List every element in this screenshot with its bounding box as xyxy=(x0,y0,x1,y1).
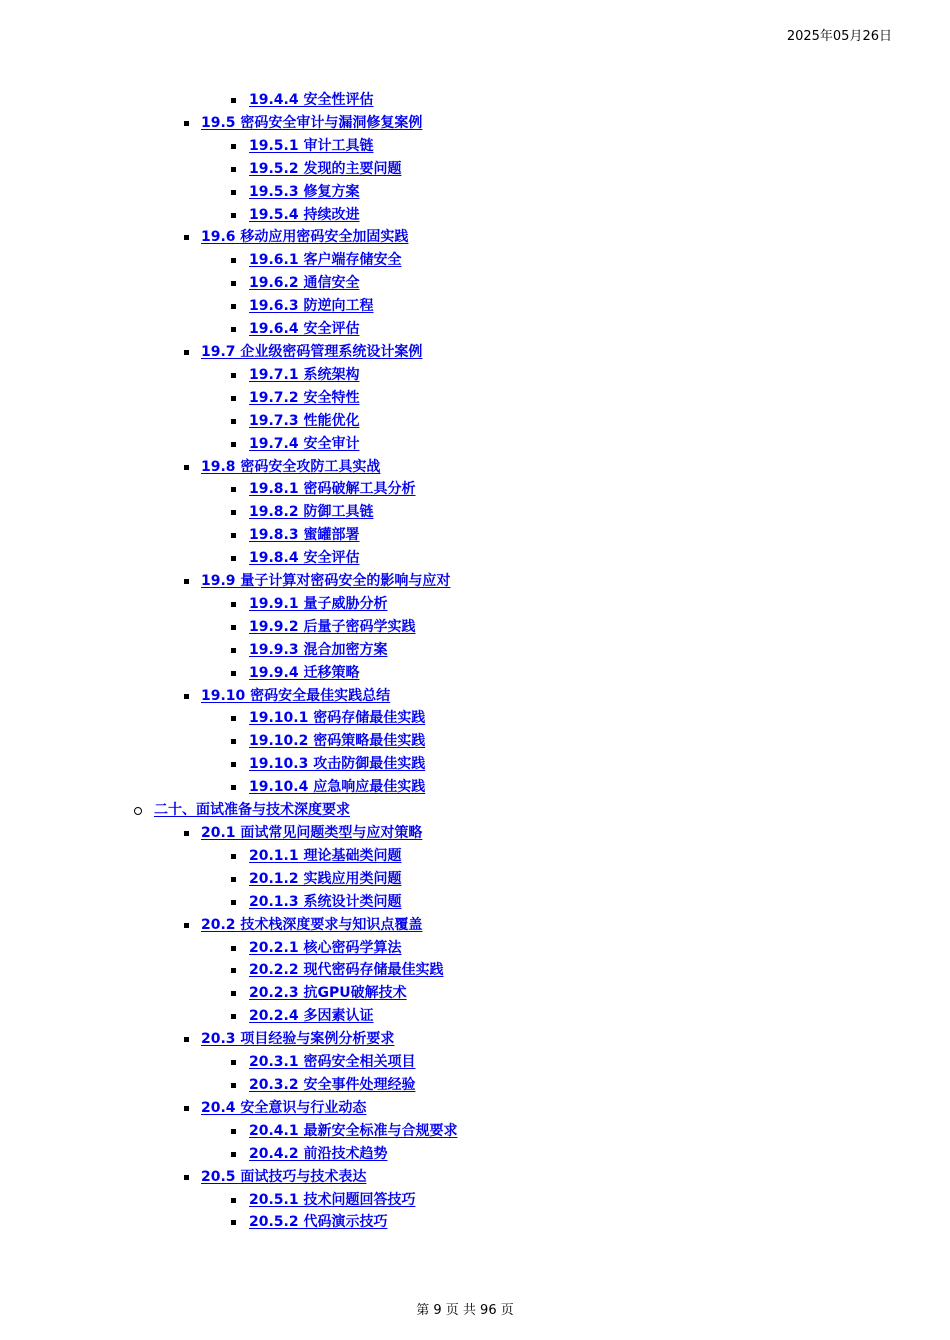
square-bullet-icon xyxy=(231,877,236,882)
toc-item xyxy=(0,914,950,937)
square-bullet-icon xyxy=(184,831,189,836)
square-bullet-icon xyxy=(231,602,236,607)
square-bullet-icon xyxy=(231,442,236,447)
toc-item xyxy=(0,272,950,295)
square-bullet-icon xyxy=(184,1037,189,1042)
square-bullet-icon xyxy=(231,144,236,149)
square-bullet-icon xyxy=(231,510,236,515)
toc-item xyxy=(0,89,950,112)
square-bullet-icon xyxy=(184,1106,189,1111)
toc-link[interactable]: 19.5.3 修复方案 xyxy=(249,183,360,200)
toc-item xyxy=(0,593,950,616)
toc-item xyxy=(0,799,950,822)
square-bullet-icon xyxy=(231,167,236,172)
toc-item xyxy=(0,524,950,547)
toc-item xyxy=(0,158,950,181)
square-bullet-icon xyxy=(231,213,236,218)
square-bullet-icon xyxy=(231,968,236,973)
toc-link[interactable]: 20.5 面试技巧与技术表达 xyxy=(201,1168,367,1185)
square-bullet-icon xyxy=(231,1152,236,1157)
toc-link[interactable]: 19.7.1 系统架构 xyxy=(249,366,360,383)
toc-link[interactable]: 20.2.3 抗GPU破解技术 xyxy=(249,985,407,1002)
toc-item xyxy=(0,937,950,960)
toc-link[interactable]: 19.6.3 防逆向工程 xyxy=(249,298,374,315)
square-bullet-icon xyxy=(231,373,236,378)
toc-link[interactable]: 20.5.1 技术问题回答技巧 xyxy=(249,1191,416,1208)
square-bullet-icon xyxy=(231,625,236,630)
square-bullet-icon xyxy=(231,1083,236,1088)
square-bullet-icon xyxy=(184,694,189,699)
toc-link[interactable]: 19.9.3 混合加密方案 xyxy=(249,641,388,658)
square-bullet-icon xyxy=(184,579,189,584)
toc-link[interactable]: 20.2.2 现代密码存储最佳实践 xyxy=(249,962,444,979)
square-bullet-icon xyxy=(231,556,236,561)
toc-link[interactable]: 19.8 密码安全攻防工具实战 xyxy=(201,458,381,475)
toc-link[interactable]: 19.6.4 安全评估 xyxy=(249,321,360,338)
toc-item xyxy=(0,295,950,318)
square-bullet-icon xyxy=(231,190,236,195)
square-bullet-icon xyxy=(231,762,236,767)
toc-item xyxy=(0,1143,950,1166)
toc-item xyxy=(0,547,950,570)
toc-item xyxy=(0,639,950,662)
toc-link[interactable]: 19.10 密码安全最佳实践总结 xyxy=(201,687,391,704)
toc-item xyxy=(0,1097,950,1120)
square-bullet-icon xyxy=(231,258,236,263)
toc-item xyxy=(0,112,950,135)
toc-item xyxy=(0,1051,950,1074)
circle-bullet-icon xyxy=(134,807,142,815)
toc-item xyxy=(0,1028,950,1051)
toc-item xyxy=(0,433,950,456)
square-bullet-icon xyxy=(231,991,236,996)
square-bullet-icon xyxy=(231,1014,236,1019)
square-bullet-icon xyxy=(231,1129,236,1134)
toc-link[interactable]: 20.1.3 系统设计类问题 xyxy=(249,893,402,910)
toc-item xyxy=(0,959,950,982)
page-number: 第 9 页 共 96 页 xyxy=(416,1303,514,1318)
toc-link[interactable]: 20.1.2 实践应用类问题 xyxy=(249,870,402,887)
toc-item xyxy=(0,456,950,479)
toc-item xyxy=(0,181,950,204)
square-bullet-icon xyxy=(231,487,236,492)
toc-link[interactable]: 19.10.2 密码策略最佳实践 xyxy=(249,733,426,750)
square-bullet-icon xyxy=(231,1198,236,1203)
toc-item xyxy=(0,1211,950,1234)
toc-item xyxy=(0,1005,950,1028)
toc-link[interactable]: 20.1 面试常见问题类型与应对策略 xyxy=(201,825,423,841)
toc-item xyxy=(0,707,950,730)
toc-link[interactable]: 19.5 密码安全审计与漏洞修复案例 xyxy=(201,114,423,131)
square-bullet-icon xyxy=(231,419,236,424)
square-bullet-icon xyxy=(231,648,236,653)
toc-item xyxy=(0,410,950,433)
square-bullet-icon xyxy=(231,1060,236,1065)
toc-item xyxy=(0,341,950,364)
square-bullet-icon xyxy=(231,327,236,332)
square-bullet-icon xyxy=(231,785,236,790)
toc-item xyxy=(0,1074,950,1097)
toc-item xyxy=(0,845,950,868)
toc-link[interactable]: 20.5.2 代码演示技巧 xyxy=(249,1214,388,1231)
toc-link[interactable]: 20.4.1 最新安全标准与合规要求 xyxy=(249,1122,458,1139)
toc-item xyxy=(0,1166,950,1189)
table-of-contents xyxy=(0,89,950,1234)
toc-link[interactable]: 20.4 安全意识与行业动态 xyxy=(201,1099,367,1116)
toc-item xyxy=(0,982,950,1005)
toc-link[interactable]: 19.6.1 客户端存储安全 xyxy=(249,252,402,269)
toc-item xyxy=(0,226,950,249)
square-bullet-icon xyxy=(184,923,189,928)
square-bullet-icon xyxy=(184,235,189,240)
toc-item xyxy=(0,478,950,501)
toc-link[interactable]: 20.2.1 核心密码学算法 xyxy=(249,939,402,956)
toc-link[interactable]: 19.7.3 性能优化 xyxy=(249,412,360,429)
square-bullet-icon xyxy=(184,121,189,126)
square-bullet-icon xyxy=(231,900,236,905)
toc-link[interactable]: 19.7 企业级密码管理系统设计案例 xyxy=(201,343,423,360)
toc-link[interactable]: 19.10.1 密码存储最佳实践 xyxy=(249,710,426,727)
toc-link[interactable]: 19.4.4 安全性评估 xyxy=(249,92,374,108)
toc-link[interactable]: 19.9.2 后量子密码学实践 xyxy=(249,618,416,635)
square-bullet-icon xyxy=(231,304,236,309)
square-bullet-icon xyxy=(231,739,236,744)
square-bullet-icon xyxy=(231,671,236,676)
toc-item xyxy=(0,387,950,410)
toc-item xyxy=(0,662,950,685)
square-bullet-icon xyxy=(231,1220,236,1225)
toc-link[interactable]: 19.7.4 安全审计 xyxy=(249,435,360,452)
toc-link[interactable]: 19.8.3 蜜罐部署 xyxy=(249,527,360,544)
toc-item xyxy=(0,868,950,891)
toc-item xyxy=(0,616,950,639)
toc-link[interactable]: 20.3.2 安全事件处理经验 xyxy=(249,1076,416,1093)
toc-link[interactable]: 19.5.4 持续改进 xyxy=(249,206,360,223)
toc-link[interactable]: 20.2.4 多因素认证 xyxy=(249,1008,374,1025)
square-bullet-icon xyxy=(184,350,189,355)
toc-item xyxy=(0,685,950,708)
toc-link[interactable]: 19.10.3 攻击防御最佳实践 xyxy=(249,756,426,773)
toc-item xyxy=(0,501,950,524)
toc-item xyxy=(0,753,950,776)
toc-item xyxy=(0,318,950,341)
toc-link[interactable]: 20.2 技术栈深度要求与知识点覆盖 xyxy=(201,916,423,933)
square-bullet-icon xyxy=(231,98,236,103)
toc-link[interactable]: 19.9.1 量子威胁分析 xyxy=(249,595,388,612)
square-bullet-icon xyxy=(231,716,236,721)
toc-item xyxy=(0,1120,950,1143)
square-bullet-icon xyxy=(231,533,236,538)
toc-link[interactable]: 二十、面试准备与技术深度要求 xyxy=(154,802,350,819)
toc-item xyxy=(0,135,950,158)
square-bullet-icon xyxy=(231,396,236,401)
toc-link[interactable]: 19.8.4 安全评估 xyxy=(249,550,360,567)
toc-link[interactable]: 20.1.1 理论基础类问题 xyxy=(249,847,402,864)
square-bullet-icon xyxy=(231,946,236,951)
toc-item xyxy=(0,730,950,753)
toc-link[interactable]: 19.8.2 防御工具链 xyxy=(249,504,374,521)
toc-link[interactable]: 19.6 移动应用密码安全加固实践 xyxy=(201,229,409,246)
toc-link[interactable]: 19.10.4 应急响应最佳实践 xyxy=(249,779,426,796)
square-bullet-icon xyxy=(231,854,236,859)
toc-link[interactable]: 19.9.4 迁移策略 xyxy=(249,664,360,681)
toc-link[interactable]: 19.7.2 安全特性 xyxy=(249,389,360,406)
toc-item xyxy=(0,249,950,272)
toc-link[interactable]: 19.6.2 通信安全 xyxy=(249,275,360,292)
toc-item xyxy=(0,776,950,799)
toc-link[interactable]: 19.9 量子计算对密码安全的影响与应对 xyxy=(201,573,451,590)
toc-item xyxy=(0,822,950,845)
toc-item xyxy=(0,1189,950,1212)
square-bullet-icon xyxy=(231,281,236,286)
toc-link[interactable]: 20.4.2 前沿技术趋势 xyxy=(249,1145,388,1162)
toc-link[interactable]: 19.5.2 发现的主要问题 xyxy=(249,160,402,177)
square-bullet-icon xyxy=(184,465,189,470)
toc-link[interactable]: 20.3.1 密码安全相关项目 xyxy=(249,1054,416,1071)
page-date: 2025年05月26日 xyxy=(786,29,892,44)
square-bullet-icon xyxy=(184,1175,189,1180)
toc-link[interactable]: 19.5.1 审计工具链 xyxy=(249,137,374,154)
toc-link[interactable]: 19.8.1 密码破解工具分析 xyxy=(249,481,416,498)
toc-item xyxy=(0,891,950,914)
toc-item xyxy=(0,570,950,593)
toc-item xyxy=(0,364,950,387)
toc-link[interactable]: 20.3 项目经验与案例分析要求 xyxy=(201,1031,395,1048)
toc-item xyxy=(0,204,950,227)
